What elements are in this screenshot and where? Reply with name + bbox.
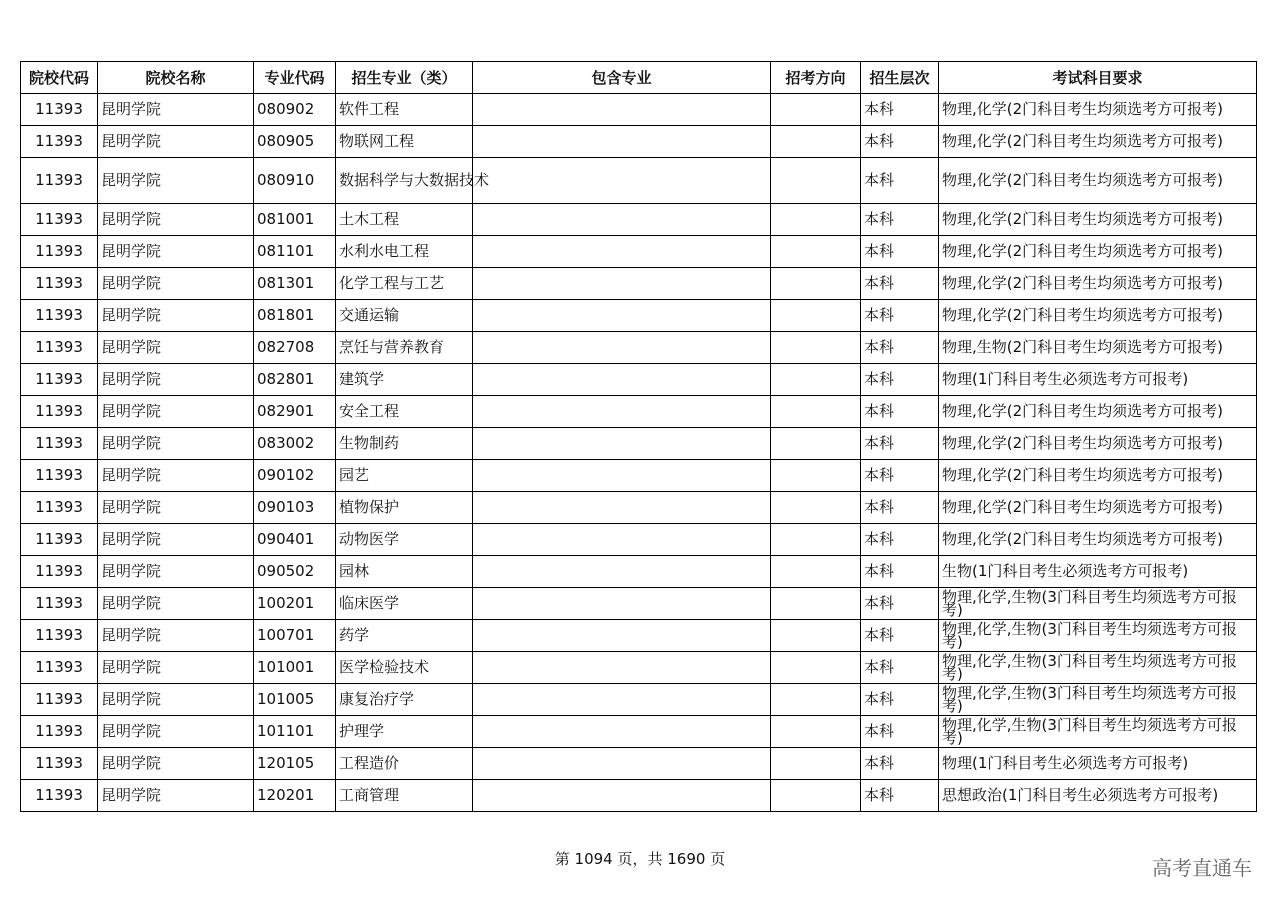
cell-requirement: 物理,化学(2门科目考生均须选考方可报考) (939, 204, 1257, 236)
cell-major: 园林 (336, 556, 473, 588)
table-row (21, 684, 1257, 716)
cell-direction (771, 204, 861, 236)
cell-includes (473, 588, 771, 620)
cell-school-code: 11393 (21, 94, 98, 126)
cell-major-code: 090502 (254, 556, 336, 588)
cell-major-code: 080910 (254, 158, 336, 204)
cell-school-code: 11393 (21, 588, 98, 620)
cell-includes (473, 428, 771, 460)
cell-major: 生物制药 (336, 428, 473, 460)
cell-includes (473, 492, 771, 524)
cell-school-code: 11393 (21, 364, 98, 396)
table-row (21, 460, 1257, 492)
cell-school-code: 11393 (21, 268, 98, 300)
cell-direction (771, 428, 861, 460)
cell-school-name: 昆明学院 (98, 556, 254, 588)
cell-level: 本科 (861, 652, 939, 684)
cell-level: 本科 (861, 396, 939, 428)
cell-major: 康复治疗学 (336, 684, 473, 716)
cell-major: 医学检验技术 (336, 652, 473, 684)
cell-level: 本科 (861, 158, 939, 204)
cell-includes (473, 158, 771, 204)
cell-requirement: 物理,化学,生物(3门科目考生均须选考方可报考) (939, 652, 1257, 684)
cell-school-code: 11393 (21, 428, 98, 460)
cell-school-name: 昆明学院 (98, 684, 254, 716)
table-row (21, 716, 1257, 748)
cell-major-code: 100201 (254, 588, 336, 620)
cell-level: 本科 (861, 94, 939, 126)
cell-includes (473, 716, 771, 748)
cell-level: 本科 (861, 268, 939, 300)
table-body (21, 94, 1257, 812)
cell-school-code: 11393 (21, 126, 98, 158)
cell-requirement: 思想政治(1门科目考生必须选考方可报考) (939, 780, 1257, 812)
cell-major-code: 101005 (254, 684, 336, 716)
table-row (21, 396, 1257, 428)
cell-level: 本科 (861, 556, 939, 588)
cell-requirement: 物理,化学,生物(3门科目考生均须选考方可报考) (939, 588, 1257, 620)
table-row (21, 268, 1257, 300)
table-row (21, 588, 1257, 620)
cell-requirement: 物理,化学(2门科目考生均须选考方可报考) (939, 460, 1257, 492)
cell-level: 本科 (861, 428, 939, 460)
cell-school-code: 11393 (21, 620, 98, 652)
cell-major-code: 082901 (254, 396, 336, 428)
header-includes: 包含专业 (473, 62, 771, 94)
table-row (21, 748, 1257, 780)
cell-school-name: 昆明学院 (98, 364, 254, 396)
cell-direction (771, 396, 861, 428)
cell-direction (771, 524, 861, 556)
cell-major: 水利水电工程 (336, 236, 473, 268)
header-direction: 招考方向 (771, 62, 861, 94)
cell-level: 本科 (861, 684, 939, 716)
cell-school-name: 昆明学院 (98, 428, 254, 460)
cell-school-name: 昆明学院 (98, 268, 254, 300)
cell-major-code: 083002 (254, 428, 336, 460)
cell-major: 软件工程 (336, 94, 473, 126)
table-row (21, 364, 1257, 396)
cell-level: 本科 (861, 748, 939, 780)
cell-requirement: 物理,化学,生物(3门科目考生均须选考方可报考) (939, 684, 1257, 716)
admissions-table (20, 61, 1257, 812)
cell-major: 物联网工程 (336, 126, 473, 158)
cell-requirement: 物理,化学(2门科目考生均须选考方可报考) (939, 94, 1257, 126)
cell-level: 本科 (861, 364, 939, 396)
cell-major-code: 090102 (254, 460, 336, 492)
cell-major: 临床医学 (336, 588, 473, 620)
cell-direction (771, 652, 861, 684)
cell-major-code: 101101 (254, 716, 336, 748)
cell-level: 本科 (861, 492, 939, 524)
cell-includes (473, 524, 771, 556)
cell-major: 交通运输 (336, 300, 473, 332)
cell-direction (771, 588, 861, 620)
cell-major-code: 082801 (254, 364, 336, 396)
cell-major-code: 090401 (254, 524, 336, 556)
cell-level: 本科 (861, 588, 939, 620)
cell-direction (771, 158, 861, 204)
cell-school-code: 11393 (21, 716, 98, 748)
cell-school-code: 11393 (21, 236, 98, 268)
cell-direction (771, 684, 861, 716)
cell-direction (771, 268, 861, 300)
cell-requirement: 物理,化学(2门科目考生均须选考方可报考) (939, 492, 1257, 524)
cell-school-code: 11393 (21, 460, 98, 492)
cell-level: 本科 (861, 780, 939, 812)
cell-school-name: 昆明学院 (98, 396, 254, 428)
cell-major-code: 120105 (254, 748, 336, 780)
cell-includes (473, 556, 771, 588)
cell-includes (473, 300, 771, 332)
cell-major-code: 090103 (254, 492, 336, 524)
cell-includes (473, 620, 771, 652)
cell-includes (473, 364, 771, 396)
cell-major: 化学工程与工艺 (336, 268, 473, 300)
cell-school-code: 11393 (21, 780, 98, 812)
cell-major-code: 081301 (254, 268, 336, 300)
cell-major-code: 080902 (254, 94, 336, 126)
header-major-code: 专业代码 (254, 62, 336, 94)
cell-requirement: 物理,生物(2门科目考生均须选考方可报考) (939, 332, 1257, 364)
cell-school-code: 11393 (21, 396, 98, 428)
cell-direction (771, 94, 861, 126)
cell-direction (771, 332, 861, 364)
page-footer: 第 1094 页，共 1690 页 (554, 850, 726, 868)
cell-requirement: 物理,化学,生物(3门科目考生均须选考方可报考) (939, 716, 1257, 748)
cell-level: 本科 (861, 620, 939, 652)
cell-major: 安全工程 (336, 396, 473, 428)
cell-requirement: 物理,化学(2门科目考生均须选考方可报考) (939, 158, 1257, 204)
cell-direction (771, 716, 861, 748)
cell-school-name: 昆明学院 (98, 126, 254, 158)
cell-requirement: 物理,化学(2门科目考生均须选考方可报考) (939, 126, 1257, 158)
cell-school-code: 11393 (21, 332, 98, 364)
cell-level: 本科 (861, 204, 939, 236)
cell-direction (771, 780, 861, 812)
table-row (21, 126, 1257, 158)
cell-school-name: 昆明学院 (98, 94, 254, 126)
cell-major: 建筑学 (336, 364, 473, 396)
cell-major-code: 080905 (254, 126, 336, 158)
cell-school-name: 昆明学院 (98, 300, 254, 332)
watermark-text: 高考直通车 (1152, 856, 1252, 880)
cell-level: 本科 (861, 236, 939, 268)
cell-school-name: 昆明学院 (98, 716, 254, 748)
cell-school-name: 昆明学院 (98, 204, 254, 236)
table-row (21, 524, 1257, 556)
cell-requirement: 物理,化学,生物(3门科目考生均须选考方可报考) (939, 620, 1257, 652)
cell-level: 本科 (861, 524, 939, 556)
cell-school-name: 昆明学院 (98, 158, 254, 204)
cell-school-name: 昆明学院 (98, 332, 254, 364)
cell-school-code: 11393 (21, 300, 98, 332)
cell-major-code: 120201 (254, 780, 336, 812)
cell-school-name: 昆明学院 (98, 780, 254, 812)
table-row (21, 556, 1257, 588)
cell-school-code: 11393 (21, 524, 98, 556)
cell-major: 植物保护 (336, 492, 473, 524)
cell-school-code: 11393 (21, 684, 98, 716)
cell-school-name: 昆明学院 (98, 524, 254, 556)
table-row (21, 492, 1257, 524)
cell-major-code: 081001 (254, 204, 336, 236)
table-row (21, 780, 1257, 812)
cell-major: 工程造价 (336, 748, 473, 780)
header-major: 招生专业（类） (336, 62, 473, 94)
cell-direction (771, 620, 861, 652)
cell-direction (771, 236, 861, 268)
table-row (21, 94, 1257, 126)
cell-direction (771, 460, 861, 492)
cell-major: 数据科学与大数据技术 (336, 158, 473, 204)
cell-direction (771, 748, 861, 780)
cell-includes (473, 332, 771, 364)
cell-school-code: 11393 (21, 492, 98, 524)
table-row (21, 332, 1257, 364)
cell-requirement: 物理,化学(2门科目考生均须选考方可报考) (939, 268, 1257, 300)
cell-school-code: 11393 (21, 556, 98, 588)
cell-major-code: 081801 (254, 300, 336, 332)
cell-includes (473, 204, 771, 236)
cell-level: 本科 (861, 460, 939, 492)
cell-requirement: 生物(1门科目考生必须选考方可报考) (939, 556, 1257, 588)
cell-direction (771, 492, 861, 524)
cell-includes (473, 460, 771, 492)
cell-school-name: 昆明学院 (98, 588, 254, 620)
header-level: 招生层次 (861, 62, 939, 94)
cell-requirement: 物理(1门科目考生必须选考方可报考) (939, 748, 1257, 780)
cell-level: 本科 (861, 332, 939, 364)
cell-direction (771, 300, 861, 332)
cell-requirement: 物理,化学(2门科目考生均须选考方可报考) (939, 396, 1257, 428)
cell-school-name: 昆明学院 (98, 236, 254, 268)
cell-school-code: 11393 (21, 158, 98, 204)
header-school-name: 院校名称 (98, 62, 254, 94)
cell-level: 本科 (861, 716, 939, 748)
header-requirement: 考试科目要求 (939, 62, 1257, 94)
cell-level: 本科 (861, 300, 939, 332)
cell-major-code: 100701 (254, 620, 336, 652)
table-row (21, 204, 1257, 236)
cell-includes (473, 126, 771, 158)
cell-major: 工商管理 (336, 780, 473, 812)
cell-school-code: 11393 (21, 204, 98, 236)
header-school-code: 院校代码 (21, 62, 98, 94)
cell-includes (473, 236, 771, 268)
cell-includes (473, 748, 771, 780)
cell-direction (771, 364, 861, 396)
cell-requirement: 物理(1门科目考生必须选考方可报考) (939, 364, 1257, 396)
cell-requirement: 物理,化学(2门科目考生均须选考方可报考) (939, 428, 1257, 460)
cell-major: 动物医学 (336, 524, 473, 556)
cell-school-name: 昆明学院 (98, 620, 254, 652)
cell-includes (473, 780, 771, 812)
cell-school-name: 昆明学院 (98, 492, 254, 524)
cell-includes (473, 94, 771, 126)
cell-major: 药学 (336, 620, 473, 652)
cell-major-code: 081101 (254, 236, 336, 268)
cell-school-code: 11393 (21, 748, 98, 780)
cell-direction (771, 556, 861, 588)
table-header-row (21, 62, 1257, 94)
cell-major: 护理学 (336, 716, 473, 748)
cell-requirement: 物理,化学(2门科目考生均须选考方可报考) (939, 236, 1257, 268)
table-row (21, 300, 1257, 332)
cell-includes (473, 652, 771, 684)
table-row (21, 158, 1257, 204)
cell-includes (473, 268, 771, 300)
cell-school-name: 昆明学院 (98, 460, 254, 492)
cell-includes (473, 396, 771, 428)
cell-major: 园艺 (336, 460, 473, 492)
cell-school-name: 昆明学院 (98, 748, 254, 780)
cell-requirement: 物理,化学(2门科目考生均须选考方可报考) (939, 300, 1257, 332)
cell-major: 烹饪与营养教育 (336, 332, 473, 364)
cell-major: 土木工程 (336, 204, 473, 236)
cell-school-name: 昆明学院 (98, 652, 254, 684)
cell-direction (771, 126, 861, 158)
table-row (21, 428, 1257, 460)
table-row (21, 652, 1257, 684)
cell-includes (473, 684, 771, 716)
cell-major-code: 101001 (254, 652, 336, 684)
cell-requirement: 物理,化学(2门科目考生均须选考方可报考) (939, 524, 1257, 556)
table-row (21, 620, 1257, 652)
cell-major-code: 082708 (254, 332, 336, 364)
cell-level: 本科 (861, 126, 939, 158)
cell-school-code: 11393 (21, 652, 98, 684)
table-row (21, 236, 1257, 268)
